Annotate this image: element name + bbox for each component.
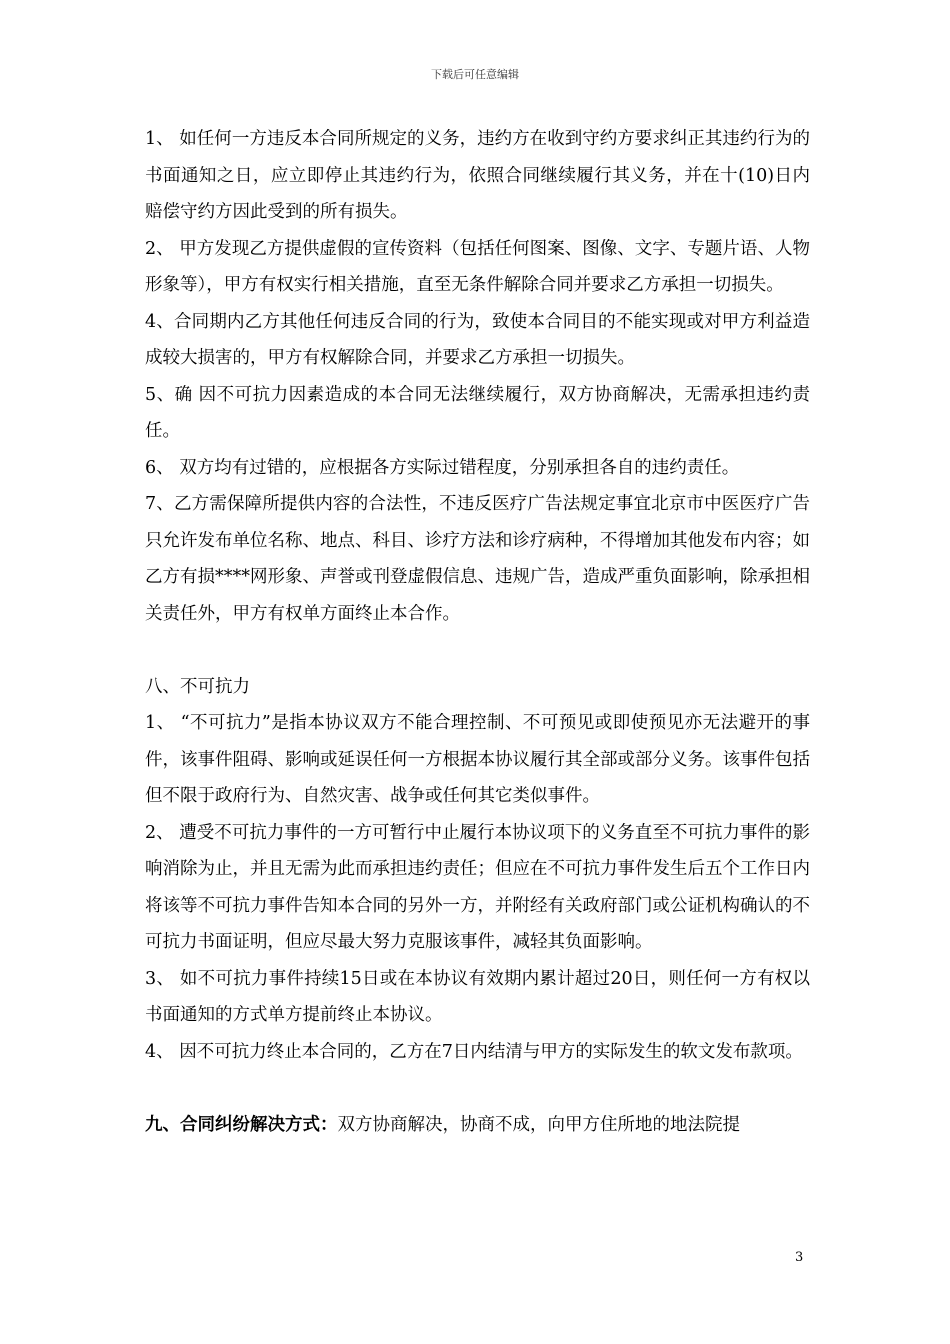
clause-7-2: 2、 甲方发现乙方提供虚假的宣传资料（包括任何图案、图像、文字、专题片语、人物形象等），甲方有权实行相关措施，直至无条件解除合同并要求乙方承担一切损失。 [145, 238, 810, 295]
page-number: 3 [795, 1250, 804, 1265]
clause-7-4: 4、合同期内乙方其他任何违反合同的行为，致使本合同目的不能实现或对甲方利益造成较大损害的，甲方有权解除合同，并要求乙方承担一切损失。 [145, 311, 810, 368]
section-8-heading: 八、不可抗力 [145, 676, 250, 697]
section-9-text: 双方协商解决，协商不成，向甲方住所地的地法院提 [337, 1114, 740, 1135]
clause-7-1: 1、 如任何一方违反本合同所规定的义务，违约方在收到守约方要求纠正其违约行为的书面通知之日，应立即停止其违约行为，依照合同继续履行其义务，并在十(10)日内赔偿守约方因此受到的所有损失。 [145, 129, 810, 222]
section-9-paragraph [145, 1107, 810, 1144]
section-spacer [145, 1070, 810, 1107]
clause-7-5: 5、确 因不可抗力因素造成的本合同无法继续履行，双方协商解决，无需承担违约责任。 [145, 384, 810, 441]
clause-8-2: 2、 遭受不可抗力事件的一方可暂行中止履行本协议项下的义务直至不可抗力事件的影响消除为止，并且无需为此而承担违约责任；但应在不可抗力事件发生后五个工作日内将该等不可抗力事件告知本合同的另外一方，并附经有关政府部门或公证机构确认的不可抗力书面证明，但应尽最大努力克服该事件，减轻其负面影响。 [145, 822, 810, 952]
clause-8-3: 3、 如不可抗力事件持续15日或在本协议有效期内累计超过20日，则任何一方有权以书面通知的方式单方提前终止本协议。 [145, 968, 810, 1025]
section-spacer [145, 632, 810, 669]
clause-7-7: 7、乙方需保障所提供内容的合法性，不违反医疗广告法规定事宜北京市中医医疗广告只允许发布单位名称、地点、科目、诊疗方法和诊疗病种，不得增加其他发布内容；如乙方有损****网形象、声誉或刊登虚假信息、违规广告，造成严重负面影响，除承担相关责任外，甲方有权单方面终止本合作。 [145, 494, 810, 624]
clause-7-6: 6、 双方均有过错的，应根据各方实际过错程度，分别承担各自的违约责任。 [145, 457, 740, 478]
clause-8-4: 4、 因不可抗力终止本合同的，乙方在7日内结清与甲方的实际发生的软文发布款项。 [145, 1041, 803, 1062]
page-header: 下载后可任意编辑 [431, 68, 519, 81]
section-9-heading: 九、合同纠纷解决方式： [145, 1114, 338, 1135]
clause-8-1: 1、 “不可抗力”是指本协议双方不能合理控制、不可预见或即使预见亦无法避开的事件，该事件阻碍、影响或延误任何一方根据本协议履行其全部或部分义务。该事件包括但不限于政府行为、自然灾害、战争或任何其它类似事件。 [145, 713, 810, 806]
document-body [145, 121, 810, 1143]
